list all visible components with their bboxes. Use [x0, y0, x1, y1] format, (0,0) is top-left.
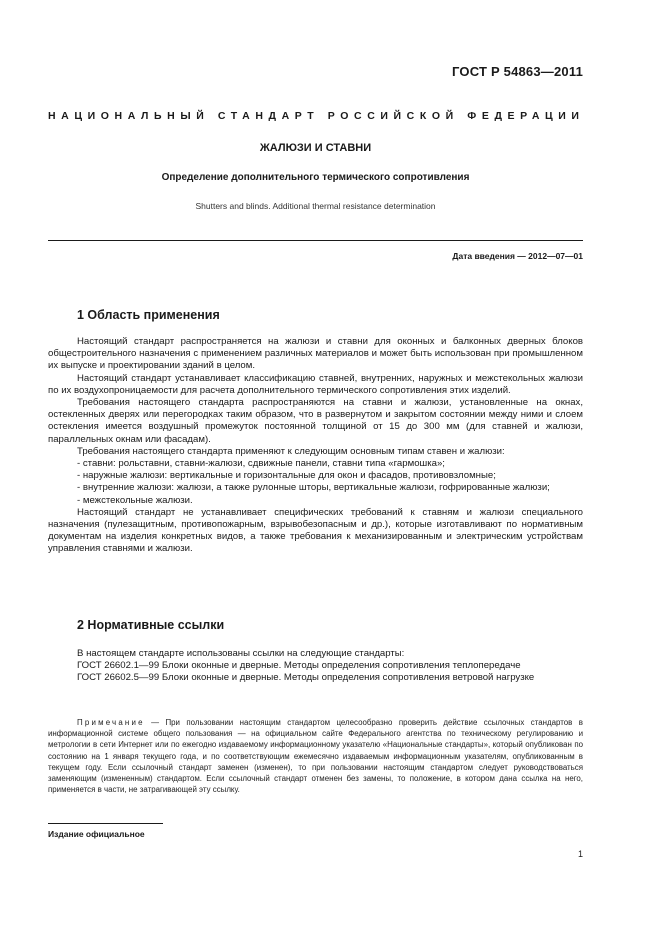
list-item: - ставни: рольставни, ставни-жалюзи, сдвижные панели, ставни типа «гармошка»;: [77, 458, 445, 470]
section-1-heading: 1 Область применения: [77, 308, 220, 322]
english-title: Shutters and blinds. Additional thermal resistance determination: [195, 201, 436, 211]
reference-item: ГОСТ 26602.5—99 Блоки оконные и дверные. Методы определения сопротивления ветровой нагрузке: [77, 672, 535, 684]
title-divider: [48, 240, 583, 241]
section-1-body: [48, 336, 583, 556]
paragraph: Настоящий стандарт устанавливает классификацию ставней, внутренних, наружных и межстекольных жалюзи по их воздухопроницаемости для расчета дополнительного термического сопротивления этих изделий.: [48, 372, 583, 396]
national-standard-banner: НАЦИОНАЛЬНЫЙ СТАНДАРТ РОССИЙСКОЙ ФЕДЕРАЦИИ: [48, 110, 585, 122]
paragraph: Требования настоящего стандарта распространяются на ставни и жалюзи, установленные на окнах, остекленных дверях или перегородках таким образом, что в развернутом и закрытом состоянии между ними и слоем остекления имеется воздушный промежуток постоянной толщиной от 15 до 300 мм (для ставней и жалюзи, параллельных окнам или фасадам).: [48, 397, 583, 445]
paragraph: В настоящем стандарте использованы ссылки на следующие стандарты:: [77, 648, 405, 659]
note-label: Примечание: [77, 718, 145, 727]
document-subtitle: Определение дополнительного термического сопротивления: [161, 172, 470, 183]
standard-code: ГОСТ Р 54863—2011: [452, 64, 583, 79]
paragraph: Требования настоящего стандарта применяют к следующим основным типам ставен и жалюзи:: [77, 445, 505, 457]
section-2-heading: 2 Нормативные ссылки: [77, 618, 225, 632]
edition-label: Издание официальное: [48, 829, 145, 839]
note-block: [48, 717, 583, 795]
document-title: ЖАЛЮЗИ И СТАВНИ: [259, 142, 372, 154]
paragraph: Настоящий стандарт не устанавливает специфических требований к ставням и жалюзи специального назначения (пулезащитным, противопожарным, взрывобезопасным и др.), которые изготавливают по нормативным документам на изделия конкретных видов, а также требования к механизированным и электрическим устройствам управления ставнями и жалюзи.: [48, 506, 583, 555]
footer-divider: [48, 823, 163, 824]
reference-item: ГОСТ 26602.1—99 Блоки оконные и дверные. Методы определения сопротивления теплопередаче: [77, 660, 521, 672]
note-text: — При пользовании настоящим стандартом целесообразно проверить действие ссылочных стандартов в информационной системе общего пользования — на официальном сайте Федерального агентства по техническому регулированию и метрологии в сети Интернет или по ежегодно издаваемому информационному указателю «Национальные стандарты», который опубликован по состоянию на 1 января текущего года, и по соответствующим ежемесячно издаваемым информационным указателям, опубликованным в текущем году. Если ссылочный стандарт заменен (изменен), то при пользовании настоящим стандартом следует руководствоваться заменяющим (измененным) стандартом. Если ссылочный стандарт отменен без замены, то положение, в котором дана ссылка на него, применяется в части, не затрагивающей эту ссылку.: [48, 718, 583, 795]
list-item: - внутренние жалюзи: жалюзи, а также рулонные шторы, вертикальные жалюзи, гофрированные жалюзи;: [77, 482, 550, 494]
paragraph: Настоящий стандарт распространяется на жалюзи и ставни для оконных и балконных дверных блоков общестроительного назначения с применением различных материалов и может быть использован при промышленном их выпуске и проектировании зданий в целом.: [48, 336, 583, 372]
list-item: - межстекольные жалюзи.: [77, 494, 193, 506]
introduction-date: Дата введения — 2012—07—01: [452, 251, 583, 261]
page-number: 1: [577, 849, 583, 859]
section-2-body: [48, 648, 583, 685]
list-item: - наружные жалюзи: вертикальные и горизонтальные для окон и фасадов, противовзломные;: [77, 470, 496, 482]
